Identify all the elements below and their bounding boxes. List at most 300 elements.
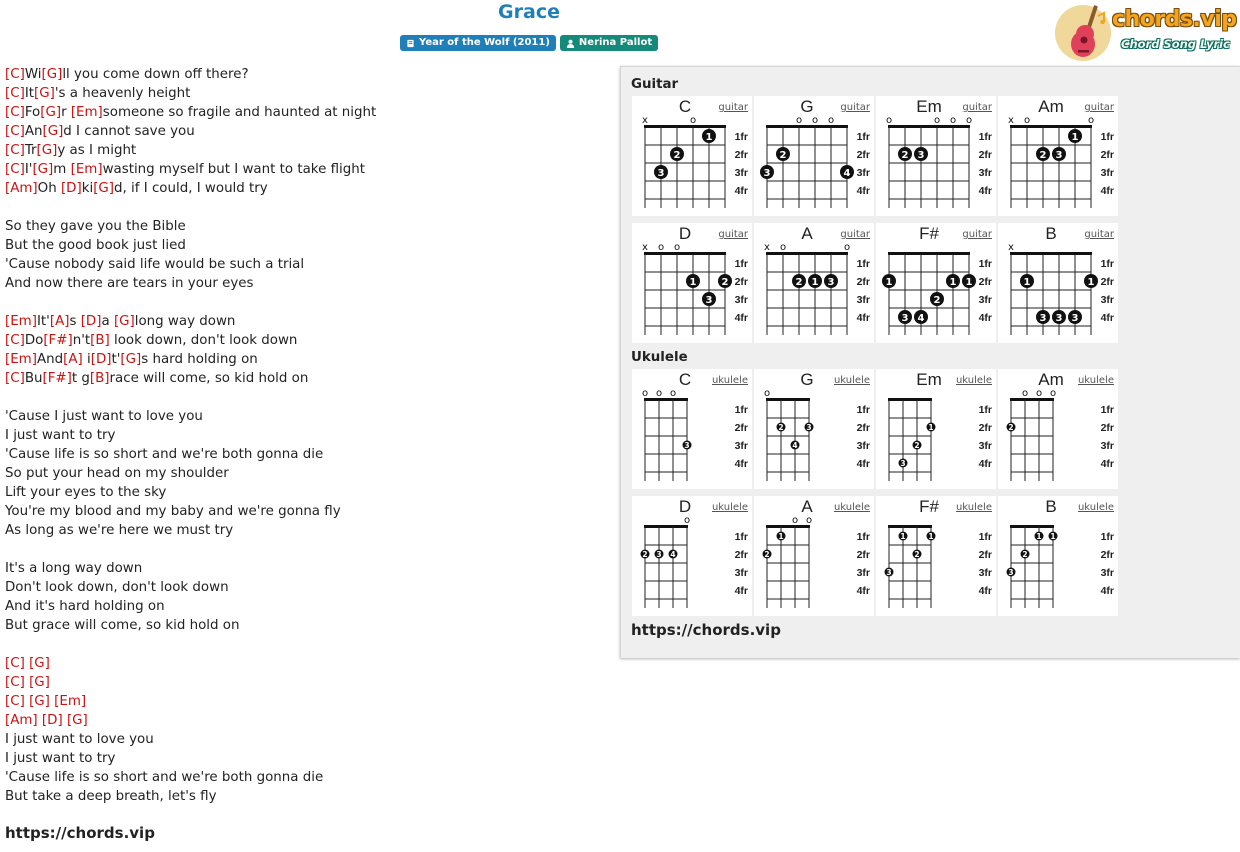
fret-label: 2fr [978,422,992,434]
finger-number: 3 [684,441,690,450]
finger-number: 3 [1039,313,1047,324]
lyric-line [5,123,376,142]
chord-tag[interactable]: [Em] [5,314,37,329]
finger-number: 4 [843,168,851,179]
open-string-marker: o [763,388,771,399]
fret-label: 3fr [1100,440,1114,452]
lyric-line [5,503,376,522]
lyric-text: And it's hard holding on [5,599,165,614]
chord-tag[interactable]: [Am] [5,181,38,196]
ukulele-chord-d[interactable] [632,496,752,616]
chord-tag[interactable]: [C] [5,124,25,139]
open-string-marker: o [965,115,973,126]
lyric-line [5,351,376,370]
finger-number: 1 [811,277,819,288]
open-string-marker: o [811,115,819,126]
fret-label: 3fr [978,440,992,452]
chord-diagram [998,496,1118,616]
chord-name: D [678,497,692,516]
fret-label: 3fr [734,567,748,579]
fret-label: 3fr [856,440,870,452]
guitar-chord-g[interactable] [754,96,874,216]
song-tags [400,35,658,51]
chord-tag[interactable]: [D] [90,352,112,367]
lyric-text: wasting myself but I want to take flight [102,162,365,177]
finger-number: 3 [917,150,925,161]
chord-tag[interactable]: [B] [90,333,110,348]
chord-diagram [632,96,752,216]
nut [888,398,932,401]
lyric-line [5,237,376,256]
lyric-line [5,427,376,446]
lyric-line [5,161,376,180]
fret-label: 4fr [734,458,748,470]
open-string-marker: o [805,515,813,526]
finger-number: 3 [656,550,662,559]
ukulele-chord-em[interactable] [876,369,996,489]
chord-diagram [632,496,752,616]
footer-url[interactable]: https://chords.vip [5,824,155,842]
finger-number: 1 [949,277,957,288]
chord-tag[interactable]: [F#] [43,333,73,348]
chord-tag[interactable]: [D] [80,314,102,329]
chord-tag[interactable]: [G] [29,656,50,671]
lyric-text: I just want to try [5,751,116,766]
chord-tag[interactable]: [Am] [5,713,38,728]
lyric-line [5,66,376,85]
stanza-gap [5,294,376,313]
chord-tag[interactable]: [C] [5,656,25,671]
lyric-line [5,712,376,731]
fret-label: 2fr [1100,149,1114,161]
fret-label: 2fr [1100,276,1114,288]
fret-label: 4fr [1100,185,1114,197]
fret-label: 1fr [1100,404,1114,416]
lyric-text: 's a heavenly height [54,86,191,101]
lyric-text: 'Cause life is so short and we're both gonna die [5,770,324,785]
nut [766,125,848,128]
finger-number: 1 [928,532,934,541]
open-string-marker: o [795,115,803,126]
lyric-text: An [24,124,43,139]
chord-tag[interactable]: [A] [63,352,83,367]
chord-name: Am [1038,97,1064,116]
finger-number: 2 [1008,423,1014,432]
lyric-line [5,332,376,351]
lyric-text: And [36,352,64,367]
nut [1010,252,1092,255]
fret-label: 4fr [856,585,870,597]
fret-label: 2fr [856,422,870,434]
chord-tag[interactable]: [G] [32,162,54,177]
fret-label: 3fr [734,294,748,306]
open-string-marker: o [655,388,663,399]
lyric-line [5,313,376,332]
ukulele-chord-a[interactable] [754,496,874,616]
finger-number: 2 [795,277,803,288]
muted-string-marker: x [1008,115,1014,126]
finger-number: 3 [657,168,665,179]
muted-string-marker: x [764,242,770,253]
fret-label: 3fr [734,440,748,452]
lyric-line [5,85,376,104]
finger-number: 2 [1022,550,1028,559]
chord-tag[interactable]: [G] [113,314,135,329]
fret-label: 1fr [856,258,870,270]
finger-number: 2 [764,550,770,559]
chord-tag[interactable]: [C] [5,694,25,709]
open-string-marker: o [827,115,835,126]
open-string-marker: o [1021,388,1029,399]
fret-label: 1fr [1100,131,1114,143]
fret-label: 4fr [856,312,870,324]
instrument-link[interactable]: ukulele [711,375,748,386]
chord-diagram [754,96,874,216]
guitar-chord-d[interactable] [632,223,752,343]
lyric-text: ki [81,181,94,196]
nut [888,125,970,128]
lyric-line [5,769,376,788]
chord-diagram [632,223,752,343]
lyric-text: m [53,162,71,177]
fret-label: 4fr [978,312,992,324]
lyric-text: t' [111,352,121,367]
finger-number: 2 [1039,150,1047,161]
nut [888,525,932,528]
lyric-text: As long as we're here we must try [5,523,234,538]
open-string-marker: o [1049,388,1057,399]
nut [644,398,688,401]
chord-tag[interactable]: [G] [40,105,62,120]
lyric-line [5,522,376,541]
lyric-text: Bu [24,371,43,386]
instrument-link[interactable]: guitar [1084,229,1114,240]
finger-number: 2 [779,150,787,161]
artist-tag[interactable] [560,35,658,51]
fret-label: 1fr [856,404,870,416]
chord-tag[interactable]: [G] [36,143,58,158]
lyric-text: someone so fragile and haunted at night [102,105,377,120]
fret-label: 3fr [856,567,870,579]
fret-label: 3fr [1100,567,1114,579]
ukulele-chord-fsharp[interactable] [876,496,996,616]
finger-number: 2 [933,295,941,306]
lyric-text: 'Cause nobody said life would be such a trial [5,257,305,272]
fret-label: 2fr [1100,422,1114,434]
lyric-text: Lift your eyes to the sky [5,485,167,500]
lyric-text: a [101,314,114,329]
chord-tag[interactable]: [Em] [5,352,37,367]
lyric-line [5,693,376,712]
ukulele-chord-g[interactable] [754,369,874,489]
chord-tag[interactable]: [G] [120,352,142,367]
stanza-gap [5,541,376,560]
lyric-text: t g [71,371,90,386]
lyric-text: ll you come down off there? [62,67,249,82]
nut [888,252,970,255]
lyric-line [5,218,376,237]
fret-label: 3fr [978,167,992,179]
lyric-text: And now there are tears in your eyes [5,276,254,291]
lyric-line [5,256,376,275]
fret-label: 4fr [1100,458,1114,470]
fret-label: 3fr [856,167,870,179]
chord-diagram [876,369,996,489]
chord-tag[interactable]: [C] [5,371,25,386]
instrument-link[interactable]: guitar [962,229,992,240]
finger-number: 3 [900,459,906,468]
instrument-link[interactable]: ukulele [955,502,992,513]
lyric-text: You're my blood and my baby and we're gonna fly [5,504,341,519]
finger-number: 1 [1036,532,1042,541]
chord-name: F# [919,497,939,516]
lyric-text: i [82,352,91,367]
fret-label: 2fr [734,149,748,161]
finger-number: 4 [792,441,798,450]
chord-tag[interactable]: [D] [41,713,63,728]
chord-tag[interactable]: [A] [49,314,70,329]
lyric-line [5,408,376,427]
lyric-text: r [61,105,71,120]
guitar-chord-em[interactable] [876,96,996,216]
lyric-line [5,750,376,769]
fret-label: 3fr [978,294,992,306]
lyric-line [5,370,376,389]
open-string-marker: o [641,388,649,399]
guitar-chord-fsharp[interactable] [876,223,996,343]
finger-number: 2 [721,277,729,288]
fret-label: 2fr [856,149,870,161]
chord-diagram [998,96,1118,216]
finger-number: 1 [885,277,893,288]
open-string-marker: o [885,115,893,126]
fret-label: 3fr [1100,167,1114,179]
fret-label: 4fr [734,185,748,197]
fret-label: 4fr [978,458,992,470]
finger-number: 3 [705,295,713,306]
lyric-text: So put your head on my shoulder [5,466,229,481]
fret-label: 1fr [1100,258,1114,270]
chord-name: C [678,370,692,389]
muted-string-marker: x [642,242,648,253]
chord-tag[interactable]: [G] [29,694,50,709]
lyric-text: n't [72,333,91,348]
open-string-marker: o [689,115,697,126]
finger-number: 3 [827,277,835,288]
finger-number: 1 [1071,132,1079,143]
finger-number: 4 [917,313,925,324]
logo-text: chords.vip [1112,7,1237,32]
chord-diagram [876,223,996,343]
guitar-chord-b[interactable] [998,223,1118,343]
open-string-marker: o [779,242,787,253]
album-tag[interactable] [400,35,556,51]
chord-tag[interactable]: [G] [42,124,64,139]
stanza-gap [5,199,376,218]
chord-name: B [1045,224,1057,243]
lyric-text: Fo [24,105,41,120]
fret-label: 4fr [734,312,748,324]
chord-tag[interactable]: [G] [34,86,55,101]
chord-tag[interactable]: [C] [5,86,25,101]
lyric-line [5,180,376,199]
nut [644,252,726,255]
chord-tag[interactable]: [G] [29,675,50,690]
finger-number: 1 [778,532,784,541]
lyric-line [5,484,376,503]
muted-string-marker: x [1008,242,1014,253]
instrument-link[interactable]: guitar [718,102,748,113]
chord-tag[interactable]: [G] [93,181,115,196]
nut [1010,525,1054,528]
lyric-line [5,598,376,617]
lyric-line [5,104,376,123]
chord-tag[interactable]: [Em] [70,162,103,177]
fret-label: 1fr [734,404,748,416]
nut [1010,398,1054,401]
panel-url[interactable]: https://chords.vip [631,621,781,639]
chord-name: C [678,97,692,116]
fret-label: 2fr [856,276,870,288]
fret-label: 3fr [856,294,870,306]
instrument-link[interactable]: guitar [962,102,992,113]
song-title: Grace [498,1,560,23]
lyric-text: I' [24,162,33,177]
lyric-line [5,788,376,807]
chord-tag[interactable]: [C] [5,675,25,690]
fret-label: 2fr [856,549,870,561]
open-string-marker: o [1023,115,1031,126]
fret-label: 2fr [978,149,992,161]
lyric-line [5,674,376,693]
lyric-text: d, if I could, I would try [114,181,268,196]
instrument-link[interactable]: ukulele [955,375,992,386]
instrument-link[interactable]: guitar [840,102,870,113]
fret-label: 2fr [978,276,992,288]
lyric-text: But the good book just lied [5,238,186,253]
lyric-text: long way down [134,314,236,329]
finger-number: 2 [673,150,681,161]
site-logo[interactable] [1054,2,1236,62]
fret-label: 3fr [734,167,748,179]
ukulele-chord-c[interactable] [632,369,752,489]
ukulele-chord-am[interactable] [998,369,1118,489]
guitar-logo-icon [1054,2,1114,62]
chord-tag[interactable]: [F#] [42,371,72,386]
fret-label: 4fr [856,458,870,470]
user-icon [566,39,575,48]
chord-tag[interactable]: [G] [41,67,63,82]
instrument-link[interactable]: ukulele [833,375,870,386]
fret-label: 4fr [978,585,992,597]
fret-label: 2fr [978,549,992,561]
open-string-marker: o [669,388,677,399]
fret-label: 1fr [978,131,992,143]
lyric-line [5,617,376,636]
chord-tag[interactable]: [C] [5,67,25,82]
chord-tag[interactable]: [Em] [54,694,87,709]
guitar-chord-c[interactable] [632,96,752,216]
nut [644,525,688,528]
open-string-marker: o [657,242,665,253]
instrument-link[interactable]: ukulele [1077,375,1114,386]
instrument-link[interactable]: ukulele [833,502,870,513]
open-string-marker: o [843,242,851,253]
chord-diagram [754,496,874,616]
chord-tag[interactable]: [C] [5,105,25,120]
chord-tag[interactable]: [C] [5,162,25,177]
chord-name: Am [1038,370,1064,389]
chord-name: A [801,224,813,243]
open-string-marker: o [1035,388,1043,399]
ukulele-chord-b[interactable] [998,496,1118,616]
instrument-link[interactable]: guitar [1084,102,1114,113]
lyric-text: d I cannot save you [63,124,195,139]
lyric-text: It's a long way down [5,561,143,576]
chord-tag[interactable]: [B] [89,371,110,386]
fret-label: 1fr [978,404,992,416]
fret-label: 1fr [978,258,992,270]
chord-tag[interactable]: [Em] [70,105,103,120]
chord-tag[interactable]: [C] [5,143,25,158]
guitar-chord-am[interactable] [998,96,1118,216]
finger-number: 4 [670,550,676,559]
instrument-link[interactable]: guitar [840,229,870,240]
fret-label: 4fr [1100,312,1114,324]
lyric-line [5,579,376,598]
open-string-marker: o [791,515,799,526]
fret-label: 4fr [978,185,992,197]
open-string-marker: o [949,115,957,126]
lyric-line [5,142,376,161]
lyric-text: It' [36,314,50,329]
lyric-text: y as I might [57,143,137,158]
fret-label: 3fr [978,567,992,579]
chord-tag[interactable]: [G] [66,713,88,728]
chord-diagram [998,369,1118,489]
fret-label: 2fr [734,276,748,288]
lyric-line [5,446,376,465]
guitar-chord-a[interactable] [754,223,874,343]
fret-label: 1fr [734,131,748,143]
chord-tag[interactable]: [D] [60,181,82,196]
chord-diagram [876,96,996,216]
fret-label: 2fr [734,422,748,434]
chord-name: B [1045,497,1057,516]
open-string-marker: o [673,242,681,253]
finger-number: 3 [1055,150,1063,161]
nut [766,252,848,255]
instrument-link[interactable]: ukulele [1077,502,1114,513]
chord-tag[interactable]: [C] [5,333,25,348]
finger-number: 2 [642,550,648,559]
fret-label: 1fr [734,531,748,543]
lyric-text: Don't look down, don't look down [5,580,229,595]
lyrics-sheet [5,66,376,807]
fret-label: 1fr [856,131,870,143]
finger-number: 1 [1023,277,1031,288]
chord-name: Em [916,97,942,116]
stanza-gap [5,636,376,655]
instrument-link[interactable]: ukulele [711,502,748,513]
lyric-line [5,655,376,674]
book-icon [406,39,415,48]
instrument-link[interactable]: guitar [718,229,748,240]
open-string-marker: o [683,515,691,526]
lyric-text: But take a deep breath, let's fly [5,789,217,804]
fret-label: 4fr [1100,585,1114,597]
lyric-line [5,731,376,750]
